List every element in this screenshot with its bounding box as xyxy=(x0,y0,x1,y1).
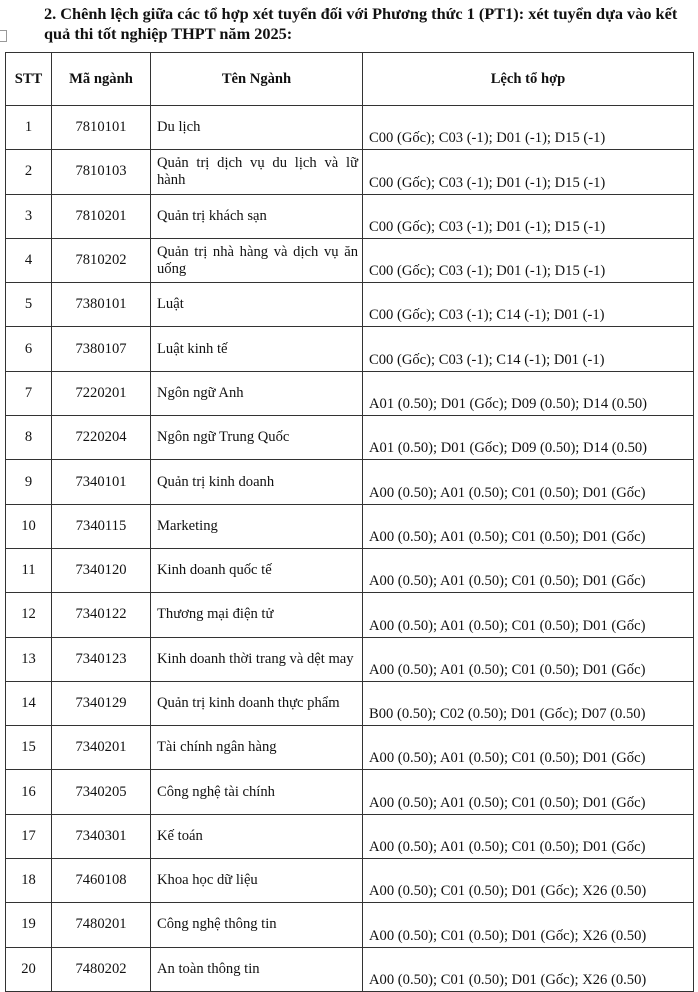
row-major-code: 7480202 xyxy=(52,947,151,991)
anchor-marker xyxy=(0,30,7,42)
table-row xyxy=(6,726,694,770)
row-stt: 15 xyxy=(6,726,52,770)
row-stt: 12 xyxy=(6,593,52,637)
row-stt: 9 xyxy=(6,460,52,504)
header-combo: Lệch tổ hợp xyxy=(363,53,694,106)
row-stt: 18 xyxy=(6,859,52,903)
table-header-row xyxy=(6,53,694,106)
row-major-code: 7810101 xyxy=(52,106,151,150)
row-major-name: Marketing xyxy=(151,504,363,548)
row-major-code: 7220201 xyxy=(52,371,151,415)
header-name: Tên Ngành xyxy=(151,53,363,106)
row-major-code: 7340201 xyxy=(52,726,151,770)
row-major-code: 7340129 xyxy=(52,681,151,725)
row-major-name: Ngôn ngữ Trung Quốc xyxy=(151,416,363,460)
row-major-code: 7340120 xyxy=(52,548,151,592)
row-stt: 17 xyxy=(6,814,52,858)
row-combo-diff: C00 (Gốc); C03 (-1); C14 (-1); D01 (-1) xyxy=(363,283,694,327)
row-combo-diff: A00 (0.50); C01 (0.50); D01 (Gốc); X26 (0.50) xyxy=(363,859,694,903)
row-stt: 11 xyxy=(6,548,52,592)
table-row xyxy=(6,814,694,858)
row-major-name: Kế toán xyxy=(151,814,363,858)
row-stt: 10 xyxy=(6,504,52,548)
row-major-name: Ngôn ngữ Anh xyxy=(151,371,363,415)
row-combo-diff: A01 (0.50); D01 (Gốc); D09 (0.50); D14 (0.50) xyxy=(363,416,694,460)
row-major-code: 7340122 xyxy=(52,593,151,637)
row-major-name: Quản trị dịch vụ du lịch và lữ hành xyxy=(151,150,363,194)
row-combo-diff: C00 (Gốc); C03 (-1); D01 (-1); D15 (-1) xyxy=(363,106,694,150)
row-stt: 1 xyxy=(6,106,52,150)
row-major-code: 7810103 xyxy=(52,150,151,194)
table-row xyxy=(6,150,694,194)
table-row xyxy=(6,681,694,725)
row-major-name: Công nghệ tài chính xyxy=(151,770,363,814)
row-major-code: 7810202 xyxy=(52,238,151,282)
row-stt: 13 xyxy=(6,637,52,681)
header-stt: STT xyxy=(6,53,52,106)
row-combo-diff: A00 (0.50); C01 (0.50); D01 (Gốc); X26 (0.50) xyxy=(363,947,694,991)
table-row xyxy=(6,770,694,814)
row-major-code: 7220204 xyxy=(52,416,151,460)
row-combo-diff: A01 (0.50); D01 (Gốc); D09 (0.50); D14 (0.50) xyxy=(363,371,694,415)
row-combo-diff: C00 (Gốc); C03 (-1); D01 (-1); D15 (-1) xyxy=(363,150,694,194)
row-major-name: Luật kinh tế xyxy=(151,327,363,371)
row-combo-diff: A00 (0.50); A01 (0.50); C01 (0.50); D01 (Gốc) xyxy=(363,504,694,548)
row-major-code: 7810201 xyxy=(52,194,151,238)
row-combo-diff: A00 (0.50); A01 (0.50); C01 (0.50); D01 (Gốc) xyxy=(363,593,694,637)
table-row xyxy=(6,283,694,327)
row-combo-diff: A00 (0.50); A01 (0.50); C01 (0.50); D01 (Gốc) xyxy=(363,637,694,681)
table-row xyxy=(6,460,694,504)
table-row xyxy=(6,593,694,637)
table-row xyxy=(6,416,694,460)
table-body xyxy=(6,106,694,992)
row-major-name: Du lịch xyxy=(151,106,363,150)
row-major-name: Tài chính ngân hàng xyxy=(151,726,363,770)
admission-table xyxy=(5,52,694,992)
row-major-code: 7340123 xyxy=(52,637,151,681)
row-combo-diff: C00 (Gốc); C03 (-1); D01 (-1); D15 (-1) xyxy=(363,238,694,282)
table-row xyxy=(6,903,694,947)
row-major-name: Quản trị khách sạn xyxy=(151,194,363,238)
row-combo-diff: A00 (0.50); A01 (0.50); C01 (0.50); D01 (Gốc) xyxy=(363,460,694,504)
row-major-code: 7340115 xyxy=(52,504,151,548)
row-major-code: 7380107 xyxy=(52,327,151,371)
row-major-code: 7340301 xyxy=(52,814,151,858)
table-row xyxy=(6,504,694,548)
row-combo-diff: B00 (0.50); C02 (0.50); D01 (Gốc); D07 (0.50) xyxy=(363,681,694,725)
row-combo-diff: A00 (0.50); C01 (0.50); D01 (Gốc); X26 (0.50) xyxy=(363,903,694,947)
row-combo-diff: A00 (0.50); A01 (0.50); C01 (0.50); D01 (Gốc) xyxy=(363,548,694,592)
table-row xyxy=(6,327,694,371)
row-major-name: An toàn thông tin xyxy=(151,947,363,991)
row-major-name: Thương mại điện tử xyxy=(151,593,363,637)
row-stt: 7 xyxy=(6,371,52,415)
row-stt: 5 xyxy=(6,283,52,327)
row-major-name: Quản trị nhà hàng và dịch vụ ăn uống xyxy=(151,238,363,282)
row-stt: 19 xyxy=(6,903,52,947)
row-combo-diff: C00 (Gốc); C03 (-1); C14 (-1); D01 (-1) xyxy=(363,327,694,371)
table-row xyxy=(6,947,694,991)
row-combo-diff: A00 (0.50); A01 (0.50); C01 (0.50); D01 (Gốc) xyxy=(363,770,694,814)
row-major-name: Quản trị kinh doanh xyxy=(151,460,363,504)
row-combo-diff: A00 (0.50); A01 (0.50); C01 (0.50); D01 (Gốc) xyxy=(363,726,694,770)
table-row xyxy=(6,548,694,592)
row-major-code: 7380101 xyxy=(52,283,151,327)
row-major-code: 7460108 xyxy=(52,859,151,903)
row-major-code: 7340205 xyxy=(52,770,151,814)
row-stt: 16 xyxy=(6,770,52,814)
table-row xyxy=(6,637,694,681)
row-stt: 4 xyxy=(6,238,52,282)
row-major-name: Công nghệ thông tin xyxy=(151,903,363,947)
row-major-name: Khoa học dữ liệu xyxy=(151,859,363,903)
row-major-name: Kinh doanh thời trang và dệt may xyxy=(151,637,363,681)
section-heading: 2. Chênh lệch giữa các tổ hợp xét tuyển đối với Phương thức 1 (PT1): xét tuyển dựa vào kết quả thi tốt nghiệp THPT năm 2025: xyxy=(44,4,678,43)
row-major-code: 7340101 xyxy=(52,460,151,504)
row-stt: 6 xyxy=(6,327,52,371)
table-row xyxy=(6,371,694,415)
row-combo-diff: C00 (Gốc); C03 (-1); D01 (-1); D15 (-1) xyxy=(363,194,694,238)
row-stt: 14 xyxy=(6,681,52,725)
table-row xyxy=(6,194,694,238)
row-stt: 3 xyxy=(6,194,52,238)
row-combo-diff: A00 (0.50); A01 (0.50); C01 (0.50); D01 (Gốc) xyxy=(363,814,694,858)
row-stt: 8 xyxy=(6,416,52,460)
header-code: Mã ngành xyxy=(52,53,151,106)
table-row xyxy=(6,106,694,150)
row-stt: 20 xyxy=(6,947,52,991)
row-major-name: Luật xyxy=(151,283,363,327)
table-row xyxy=(6,859,694,903)
row-major-name: Kinh doanh quốc tế xyxy=(151,548,363,592)
row-stt: 2 xyxy=(6,150,52,194)
row-major-code: 7480201 xyxy=(52,903,151,947)
table-row xyxy=(6,238,694,282)
row-major-name: Quản trị kinh doanh thực phẩm xyxy=(151,681,363,725)
